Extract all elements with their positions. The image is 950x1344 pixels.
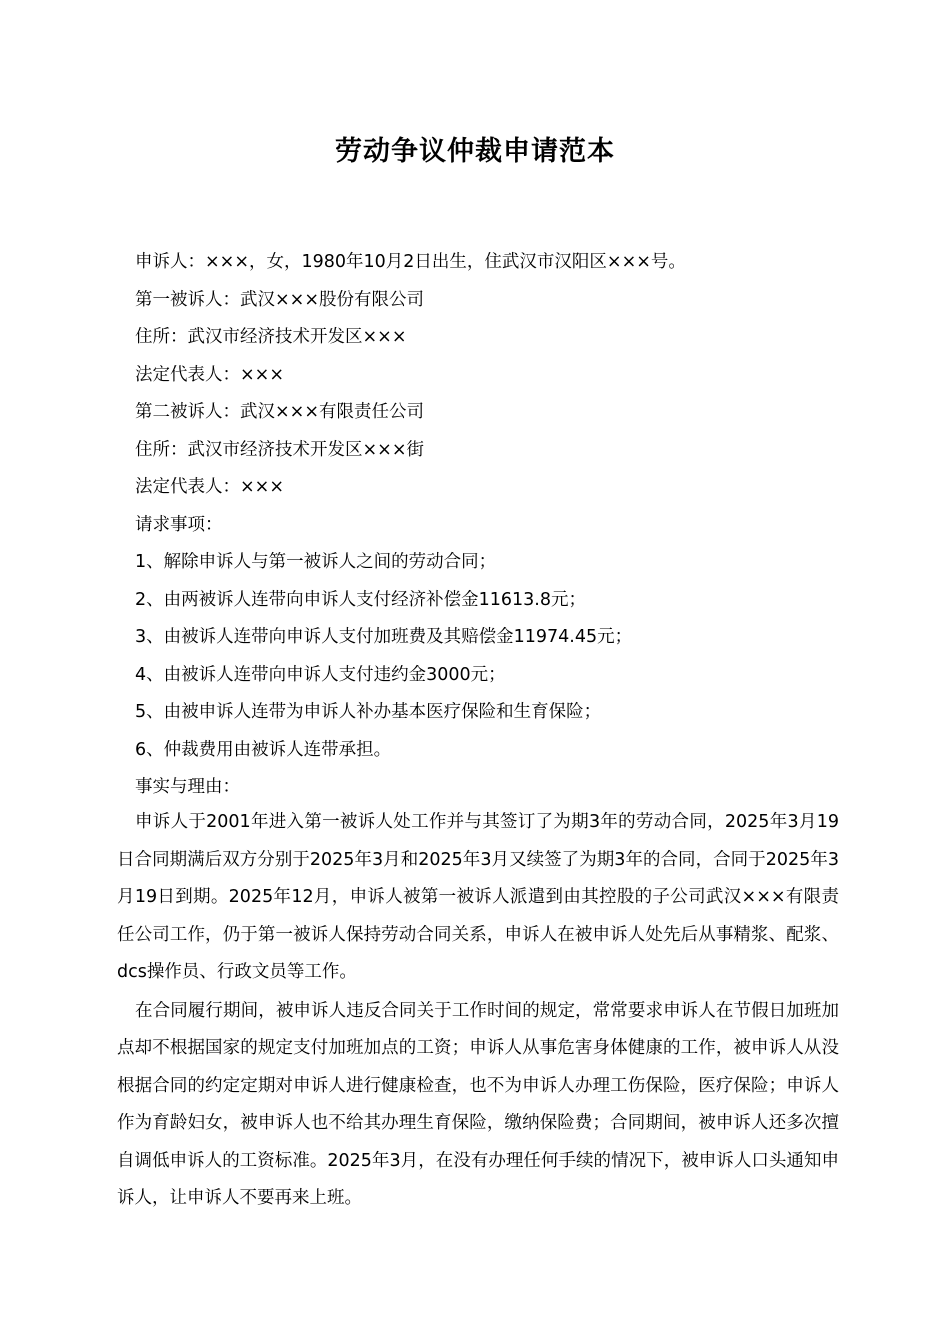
facts-paragraph: 申诉人于2001年进入第一被诉人处工作并与其签订了为期3年的劳动合同，2025年3月19日合同期满后双方分别于2025年3月和2025年3月又续签了为期3年的合同，合同于2025年3月19日到期。2025年12月，申诉人被第一被诉人派遣到由其控股的子公司武汉×××有限责任公司工作，仍于第一被诉人保持劳动合同关系，申诉人在被申诉人处先后从事精浆、配浆、dcs操作员、行政文员等工作。 (117, 812, 839, 982)
party-second-respondent-address: 住所：武汉市经济技术开发区×××街 (135, 439, 424, 460)
party-second-respondent-representative: 法定代表人：××× (135, 477, 284, 497)
claim-item: 4、由被诉人连带向申诉人支付违约金3000元； (135, 664, 506, 685)
party-complainant: 申诉人：×××，女，1980年10月2日出生，住武汉市汉阳区×××号。 (135, 252, 686, 272)
party-second-respondent: 第二被诉人：武汉×××有限责任公司 (135, 402, 424, 422)
party-first-respondent-address: 住所：武汉市经济技术开发区××× (135, 327, 407, 347)
facts-heading: 事实与理由： (135, 777, 240, 797)
claim-item: 6、仲裁费用由被诉人连带承担。 (135, 739, 392, 760)
facts-body (117, 804, 839, 1219)
party-first-respondent: 第一被诉人：武汉×××股份有限公司 (135, 289, 424, 310)
document-title: 劳动争议仲裁申请范本 (335, 136, 615, 167)
parties-and-claims (135, 244, 855, 807)
claim-item: 5、由被申诉人连带为申诉人补办基本医疗保险和生育保险； (135, 702, 602, 722)
facts-paragraph: 在合同履行期间，被申诉人违反合同关于工作时间的规定，常常要求申诉人在节假日加班加点却不根据国家的规定支付加班加点的工资；申诉人从事危害身体健康的工作，被申诉人从没根据合同的约定定期对申诉人进行健康检查，也不为申诉人办理工伤保险，医疗保险；申诉人作为育龄妇女，被申诉人也不给其办理生育保险，缴纳保险费；合同期间，被申诉人还多次擅自调低申诉人的工资标准。2025年3月，在没有办理任何手续的情况下，被申诉人口头通知申诉人，让申诉人不要再来上班。 (117, 1000, 839, 1208)
claim-item: 1、解除申诉人与第一被诉人之间的劳动合同； (135, 552, 497, 572)
claims-heading: 请求事项： (135, 514, 223, 535)
party-first-respondent-representative: 法定代表人：××× (135, 364, 284, 385)
claim-item: 2、由两被诉人连带向申诉人支付经济补偿金11613.8元； (135, 589, 586, 610)
claim-item: 3、由被诉人连带向申诉人支付加班费及其赔偿金11974.45元； (135, 627, 633, 647)
